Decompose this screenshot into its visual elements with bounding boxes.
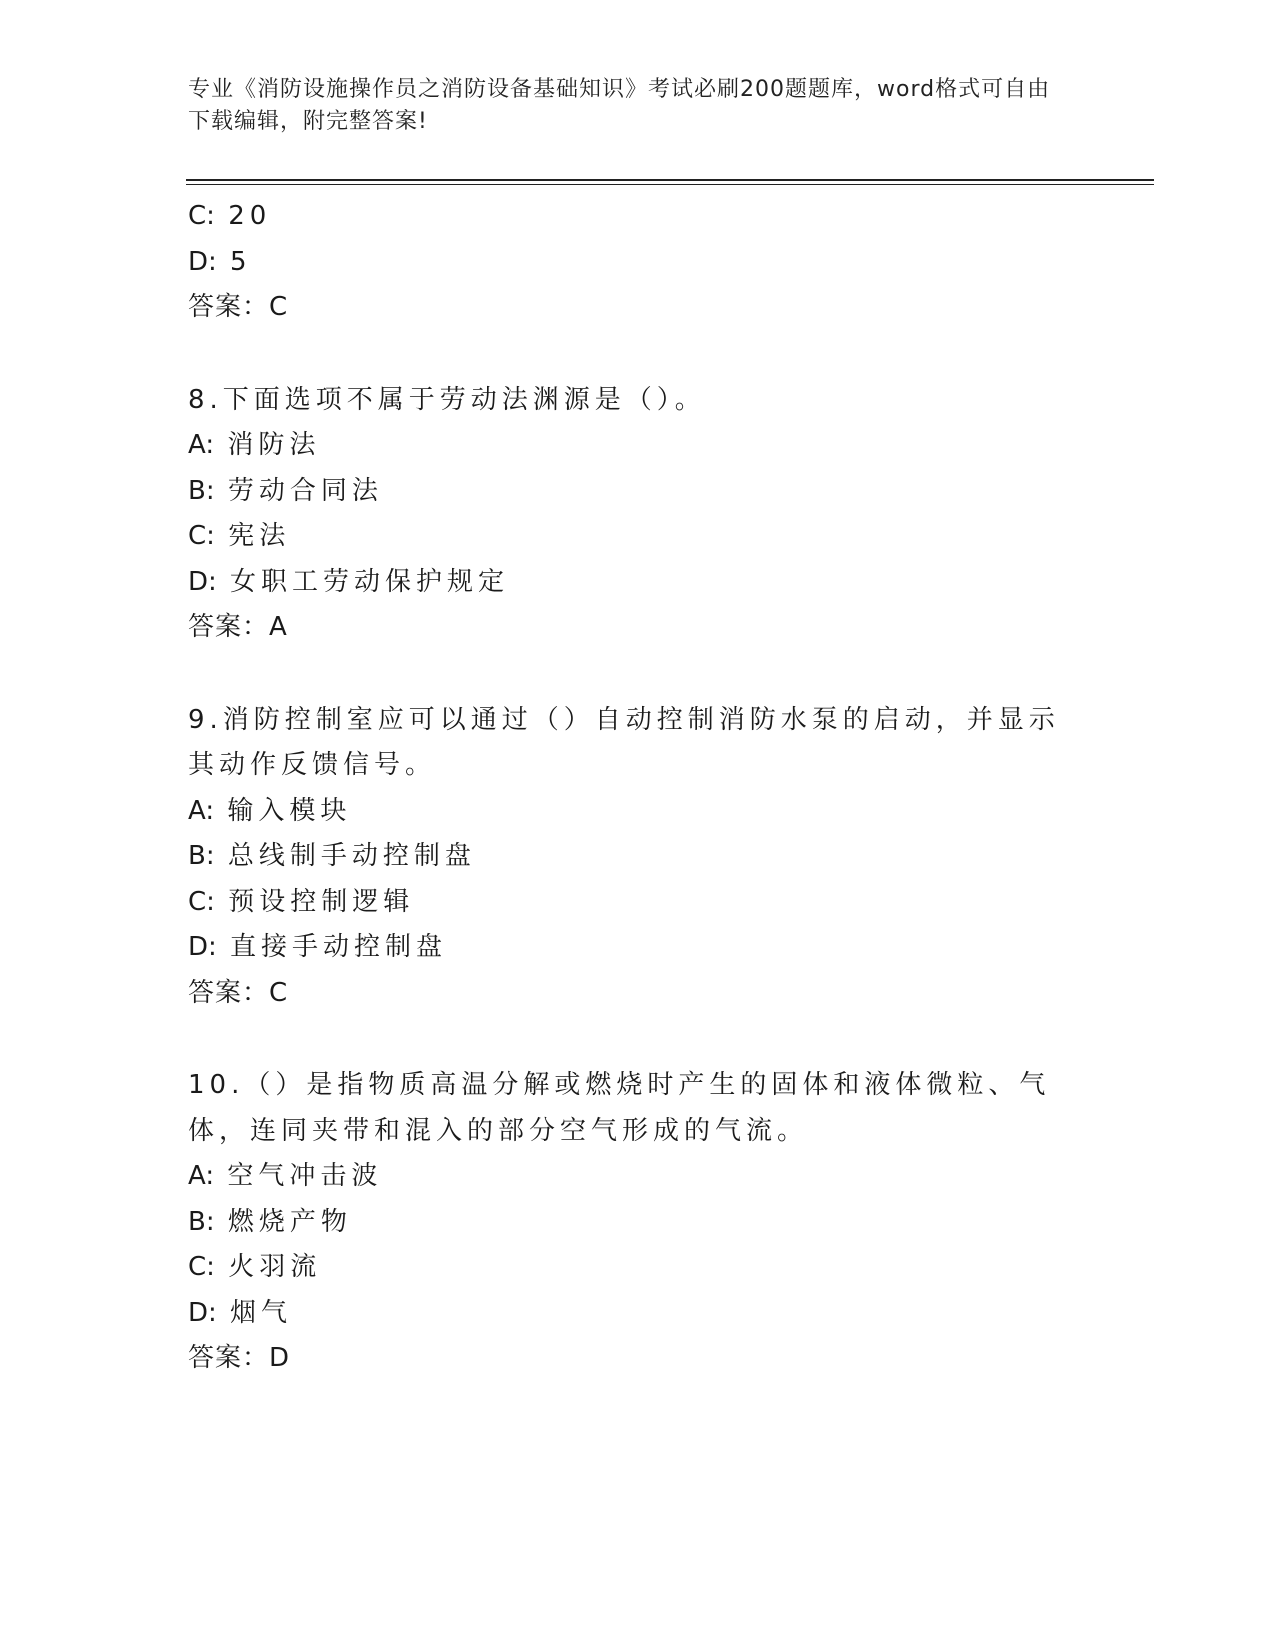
option-text: 5 [230, 246, 252, 277]
option-text: 直接手动控制盘 [230, 932, 448, 962]
option-c [188, 1245, 1088, 1291]
page-header-title: 专业《消防设施操作员之消防设备基础知识》考试必刷200题题库，word格式可自由下载编辑，附完整答案! [188, 77, 1051, 134]
option-d [188, 560, 1088, 606]
option-text: 宪法 [228, 521, 291, 551]
option-text: 总线制手动控制盘 [227, 841, 476, 871]
option-label: D: [188, 246, 217, 277]
option-label: C: [188, 1252, 215, 1282]
question-9 [188, 698, 1088, 1017]
option-label: C: [188, 201, 215, 231]
option-a [188, 423, 1088, 469]
option-text: 燃烧产物 [227, 1206, 352, 1237]
question-stem: 8.下面选项不属于劳动法渊源是（）。 [188, 384, 706, 415]
option-label: D: [188, 566, 217, 597]
option-c [188, 194, 1088, 240]
option-a [188, 789, 1088, 835]
option-label: A: [188, 430, 215, 460]
option-text: 预设控制逻辑 [228, 886, 415, 917]
option-c [188, 880, 1088, 926]
option-label: C: [188, 521, 215, 551]
spacer [188, 1016, 1088, 1063]
answer-line: 答案：A [188, 612, 288, 642]
header-rule-thin [186, 184, 1154, 185]
option-label: B: [188, 475, 215, 506]
option-label: D: [188, 932, 217, 962]
answer-line: 答案：C [188, 292, 289, 322]
option-text: 劳动合同法 [227, 475, 383, 506]
option-text: 女职工劳动保护规定 [230, 566, 510, 597]
option-label: C: [188, 886, 215, 917]
option-text: 火羽流 [228, 1252, 322, 1282]
question-10 [188, 1063, 1088, 1382]
header-rule-thick [186, 179, 1154, 181]
option-b [188, 469, 1088, 515]
option-label: A: [188, 795, 215, 826]
question-8 [188, 378, 1088, 651]
option-c [188, 514, 1088, 560]
option-label: B: [188, 841, 215, 871]
option-d [188, 925, 1088, 971]
option-text: 20 [228, 201, 272, 231]
option-label: D: [188, 1297, 217, 1328]
option-d [188, 240, 1088, 286]
answer-line: 答案：C [188, 977, 289, 1008]
option-text: 空气冲击波 [227, 1161, 383, 1191]
question-stem: 9.消防控制室应可以通过（）自动控制消防水泵的启动，并显示其动作反馈信号。 [188, 704, 1060, 780]
spacer [188, 651, 1088, 698]
question-content [188, 194, 1088, 1382]
option-b [188, 1200, 1088, 1246]
option-d [188, 1291, 1088, 1337]
option-text: 消防法 [227, 430, 321, 460]
partial-question [188, 194, 1088, 331]
option-a [188, 1154, 1088, 1200]
option-label: B: [188, 1206, 215, 1237]
question-stem: 10.（）是指物质高温分解或燃烧时产生的固体和液体微粒、气体，连同夹带和混入的部分空气形成的气流。 [188, 1070, 1051, 1146]
option-text: 烟气 [230, 1297, 293, 1328]
spacer [188, 331, 1088, 378]
option-b [188, 834, 1088, 880]
option-label: A: [188, 1161, 215, 1191]
answer-line: 答案：D [188, 1343, 291, 1373]
option-text: 输入模块 [227, 795, 352, 826]
